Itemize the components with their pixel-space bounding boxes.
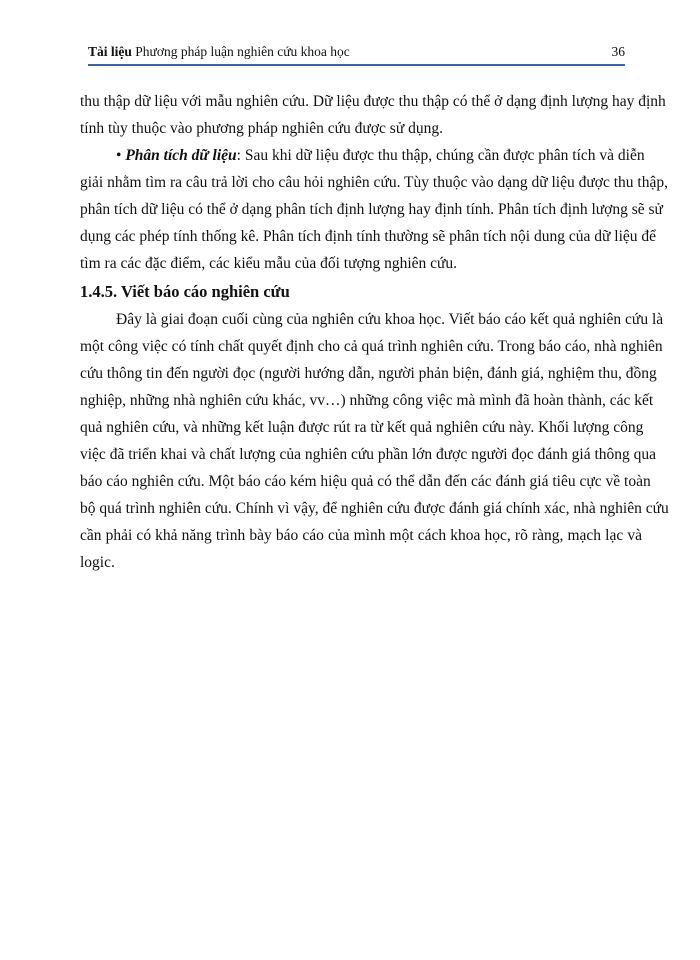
bullet-icon: •	[116, 147, 122, 164]
bullet-term: Phân tích dữ liệu	[125, 147, 237, 164]
paragraph-line: tính tùy thuộc vào phương pháp nghiên cứu được sử dụng.	[80, 120, 443, 137]
paragraph-line: một công việc có tính chất quyết định cho cả quá trình nghiên cứu. Trong báo cáo, nhà nghiên	[80, 338, 663, 355]
page-body	[80, 88, 669, 576]
paragraph-line: bộ quá trình nghiên cứu. Chính vì vậy, để nghiên cứu được đánh giá chính xác, nhà nghiên cứu	[80, 500, 669, 517]
paragraph-line: tìm ra các đặc điểm, các kiểu mẫu của đối tượng nghiên cứu.	[80, 255, 458, 272]
paragraph-line: quả nghiên cứu, và những kết luận được rút ra từ kết quả nghiên cứu này. Khối lượng công	[80, 419, 644, 436]
paragraph-line: phân tích dữ liệu có thể ở dạng phân tích định lượng hay định tính. Phân tích định lượng sẽ sử	[80, 201, 663, 218]
paragraph-line: logic.	[80, 554, 115, 571]
paragraph-line: cần phải có khả năng trình bày báo cáo của mình một cách khoa học, rõ ràng, mạch lạc và	[80, 527, 642, 544]
section-heading: 1.4.5. Viết báo cáo nghiên cứu	[80, 282, 290, 301]
paragraph-line: cứu thông tin đến người đọc (người hướng dẫn, người phản biện, đánh giá, nghiệm thu, đồng	[80, 365, 657, 382]
header-title: Tài liệu Phương pháp luận nghiên cứu khoa học	[88, 44, 350, 59]
page-header	[88, 44, 625, 60]
paragraph-line: dụng các phép tính thống kê. Phân tích định tính thường sẽ phân tích nội dung của dữ liệu để	[80, 228, 657, 245]
bullet-item-first-line: • Phân tích dữ liệu: Sau khi dữ liệu được thu thập, chúng cần được phân tích và diễn	[116, 147, 645, 164]
paragraph-line: giải nhằm tìm ra câu trả lời cho câu hỏi nghiên cứu. Tùy thuộc vào dạng dữ liệu được thu thập,	[80, 174, 668, 191]
page-number: 36	[611, 44, 625, 59]
paragraph-line: thu thập dữ liệu với mẫu nghiên cứu. Dữ liệu được thu thập có thể ở dạng định lượng hay định	[80, 93, 666, 110]
paragraph-line: báo cáo nghiên cứu. Một báo cáo kém hiệu quả có thể dẫn đến các đánh giá tiêu cực về toàn	[80, 473, 651, 490]
paragraph-line: việc đã triển khai và chất lượng của nghiên cứu phần lớn được người đọc đánh giá thông qua	[80, 446, 657, 463]
header-divider	[88, 64, 625, 66]
paragraph-line: Đây là giai đoạn cuối cùng của nghiên cứu khoa học. Viết báo cáo kết quả nghiên cứu là	[116, 311, 664, 328]
paragraph-line: nghiệp, những nhà nghiên cứu khác, vv…) những công việc mà mình đã hoàn thành, các kết	[80, 392, 654, 409]
